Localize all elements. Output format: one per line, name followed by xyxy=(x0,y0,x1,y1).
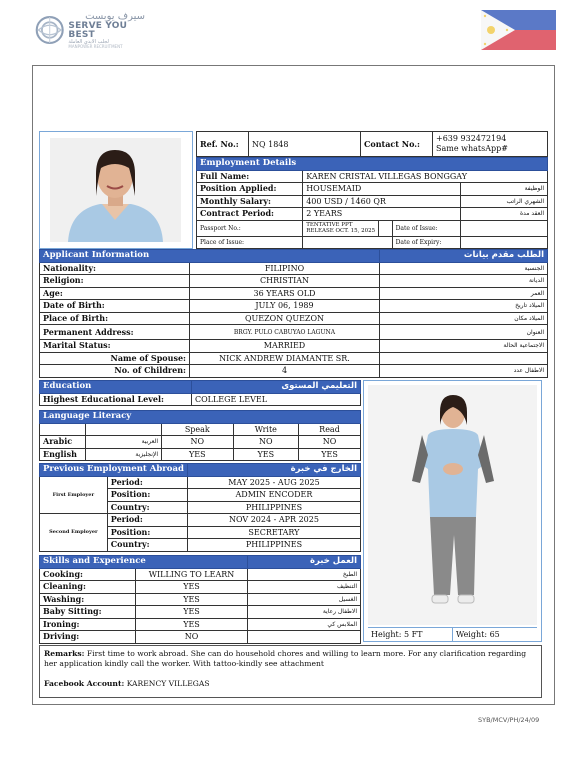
company-logo xyxy=(35,10,145,50)
table-row: Position: SECRETARY xyxy=(40,526,361,539)
table-row: Full Name: KAREN CRISTAL VILLEGAS BONGGAY xyxy=(197,170,548,183)
remarks-paragraph xyxy=(44,649,537,669)
first-employer-label: First Employer xyxy=(40,476,108,514)
table-row: Washing: YES الغسيل xyxy=(40,593,361,606)
table-row: Place of Birth: QUEZON QUEZON الميلاد مكان xyxy=(40,312,548,325)
table-row xyxy=(40,352,548,365)
logo-arabic-subtitle: لجلب الايدي العاملة xyxy=(68,38,109,45)
date-of-issue-label: Date of Issue: xyxy=(392,220,461,236)
applicant-information-header-ar: الطلب مقدم بيانات xyxy=(380,250,548,263)
place-of-issue-label: Place of Issue: xyxy=(197,236,303,249)
reference-table xyxy=(196,131,548,157)
table-row: Driving: NO xyxy=(40,631,361,644)
facebook-line xyxy=(44,679,537,689)
remarks-label: Remarks: xyxy=(44,649,85,658)
contact-value xyxy=(433,132,548,157)
remarks-box xyxy=(39,645,542,698)
weight-field: Weight: 65 xyxy=(452,627,537,641)
remarks-text: First time to work abroad. She can do household chores and willing to learn more. For any clarification regarding her application kindly call the worker. With tattoo-kindly see attachment xyxy=(44,649,527,668)
table-row: Date of Birth: JULY 06, 1989 الميلاد تاريخ xyxy=(40,300,548,313)
spouse-label: Name of Spouse: xyxy=(40,352,190,365)
table-row: Monthly Salary: 400 USD / 1460 QR الشهري الراتب xyxy=(197,195,548,208)
table-row: Marital Status: MARRIED الاجتماعية الحالة xyxy=(40,340,548,353)
contact-note: Same whatsApp# xyxy=(436,144,508,153)
table-row: Permanent Address: BRGY. PULO CABUYAO LAGUNA العنوان xyxy=(40,325,548,340)
facebook-label: Facebook Account: xyxy=(44,679,125,688)
language-literacy-table xyxy=(39,410,361,461)
skills-experience-table xyxy=(39,555,361,644)
previous-employment-table xyxy=(39,463,361,552)
previous-employment-header: Previous Employment Abroad xyxy=(40,464,188,477)
table-row: Age: 36 YEARS OLD العمر xyxy=(40,287,548,300)
employment-details-table xyxy=(196,157,548,249)
contact-phone: +639 932472194 xyxy=(436,134,507,143)
children-label: No. of Children: xyxy=(40,365,190,378)
logo-name: SERVE YOU BEST xyxy=(68,20,128,40)
table-row: Arabic العربية NO NO NO xyxy=(40,436,361,449)
skills-header: Skills and Experience xyxy=(40,556,248,569)
philippines-flag-icon xyxy=(481,10,556,50)
contact-label: Contact No.: xyxy=(361,132,433,157)
logo-globe-icon xyxy=(35,13,64,47)
place-of-issue-value xyxy=(303,236,392,249)
passport-label: Passport No.: xyxy=(197,220,303,236)
second-employer-label: Second Employer xyxy=(40,514,108,552)
table-row: Nationality: FILIPINO الجنسية xyxy=(40,262,548,275)
children-value: 4 xyxy=(190,365,380,378)
table-row: Highest Educational Level: COLLEGE LEVEL xyxy=(40,393,361,406)
height-field: Height: 5 FT xyxy=(368,627,452,641)
table-row: Position: ADMIN ENCODER xyxy=(40,489,361,502)
table-row: Religion: CHRISTIAN الديانة xyxy=(40,275,548,288)
table-row: Ironing: YES الملابس كي xyxy=(40,618,361,631)
table-row: No. of Children: 4 الاطفال عدد xyxy=(40,365,548,378)
measurements xyxy=(368,627,537,641)
logo-tagline: MANPOWER RECRUITMENT xyxy=(68,43,123,49)
table-row: Cleaning: YES التنظيف xyxy=(40,581,361,594)
applicant-full-body-photo xyxy=(368,385,537,625)
passport-value: TENTATIVE PPT RELEASE OCT. 15, 2025 xyxy=(303,220,379,236)
ref-label: Ref. No.: xyxy=(197,132,249,157)
logo-arabic-name: سيرف يوبست xyxy=(85,10,145,22)
table-row: English الإنجليزية YES YES YES xyxy=(40,448,361,461)
table-row: Speak Write Read xyxy=(40,423,361,436)
employment-details-header: Employment Details xyxy=(197,158,548,171)
spouse-value: NICK ANDREW DIAMANTE SR. xyxy=(190,352,380,365)
education-header: Education xyxy=(40,381,192,394)
table-row xyxy=(197,220,548,236)
document-code: SYB/MCV/PH/24/09 xyxy=(478,716,540,724)
table-row: Country: PHILIPPINES xyxy=(40,501,361,514)
previous-employment-header-ar: الخارج في خبرة xyxy=(187,464,360,477)
table-row: Cooking: WILLING TO LEARN الطبخ xyxy=(40,568,361,581)
language-literacy-header: Language Literacy xyxy=(40,411,361,424)
table-row: Second Employer Period: NOV 2024 - APR 2025 xyxy=(40,514,361,527)
table-row: Contract Period: 2 YEARS العقد مدة xyxy=(197,208,548,221)
table-row: First Employer Period: MAY 2025 - AUG 2025 xyxy=(40,476,361,489)
date-of-issue-value xyxy=(461,220,548,236)
skills-header-ar: العمل خبرة xyxy=(248,556,361,569)
applicant-information-header: Applicant Information xyxy=(40,250,380,263)
table-row: Baby Sitting: YES الاطفال رعاية xyxy=(40,606,361,619)
table-row: Position Applied: HOUSEMAID الوظيفة xyxy=(197,183,548,196)
full-body-photo-frame xyxy=(363,380,542,642)
education-header-ar: التعليمي المستوى xyxy=(192,381,361,394)
education-table xyxy=(39,380,361,406)
table-row xyxy=(197,236,548,249)
date-of-expiry-value xyxy=(461,236,548,249)
date-of-expiry-label: Date of Expiry: xyxy=(392,236,461,249)
table-row: Country: PHILIPPINES xyxy=(40,539,361,552)
applicant-head-photo xyxy=(50,138,181,242)
head-photo-frame xyxy=(39,131,193,249)
ref-value: NQ 1848 xyxy=(249,132,361,157)
facebook-value: KARENCY VILLEGAS xyxy=(126,679,210,688)
applicant-information-table xyxy=(39,249,548,378)
